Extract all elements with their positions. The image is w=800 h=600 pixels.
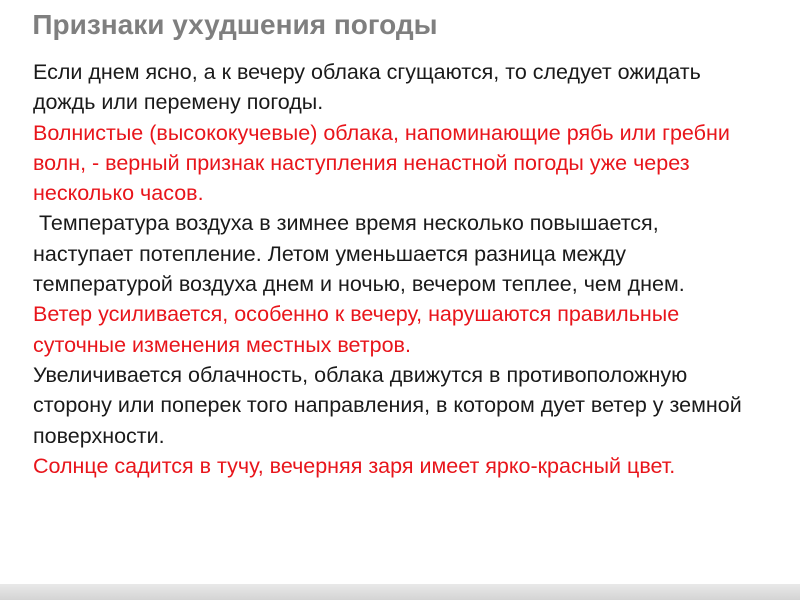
paragraph-cloudiness: Увеличивается облачность, облака движутся в противоположную сторону или поперек того направления, в котором дует ветер у земной поверхности. xyxy=(33,362,742,448)
paragraph-clouds-thicken: Если днем ясно, а к вечеру облака сгущаются, то следует ожидать дождь или перемену погоды. xyxy=(33,60,701,115)
slide-title: Признаки ухудшения погоды xyxy=(32,9,438,40)
paragraph-wind: Ветер усиливается, особенно к вечеру, нарушаются правильные суточные изменения местных ветров. xyxy=(33,302,680,357)
paragraph-wavy-clouds: Волнистые (высококучевые) облака, напоминающие рябь или гребни волн, - верный признак наступления ненастной погоды уже через несколько часов. xyxy=(33,120,730,206)
slide-body xyxy=(33,57,763,481)
paragraph-sunset: Солнце садится в тучу, вечерняя заря имеет ярко-красный цвет. xyxy=(33,453,676,478)
paragraph-temperature: Температура воздуха в зимнее время несколько повышается, наступает потепление. Летом уменьшается разница между температурой воздуха днем и ночью, вечером теплее, чем днем. xyxy=(33,211,685,297)
bottom-bar xyxy=(0,584,800,600)
